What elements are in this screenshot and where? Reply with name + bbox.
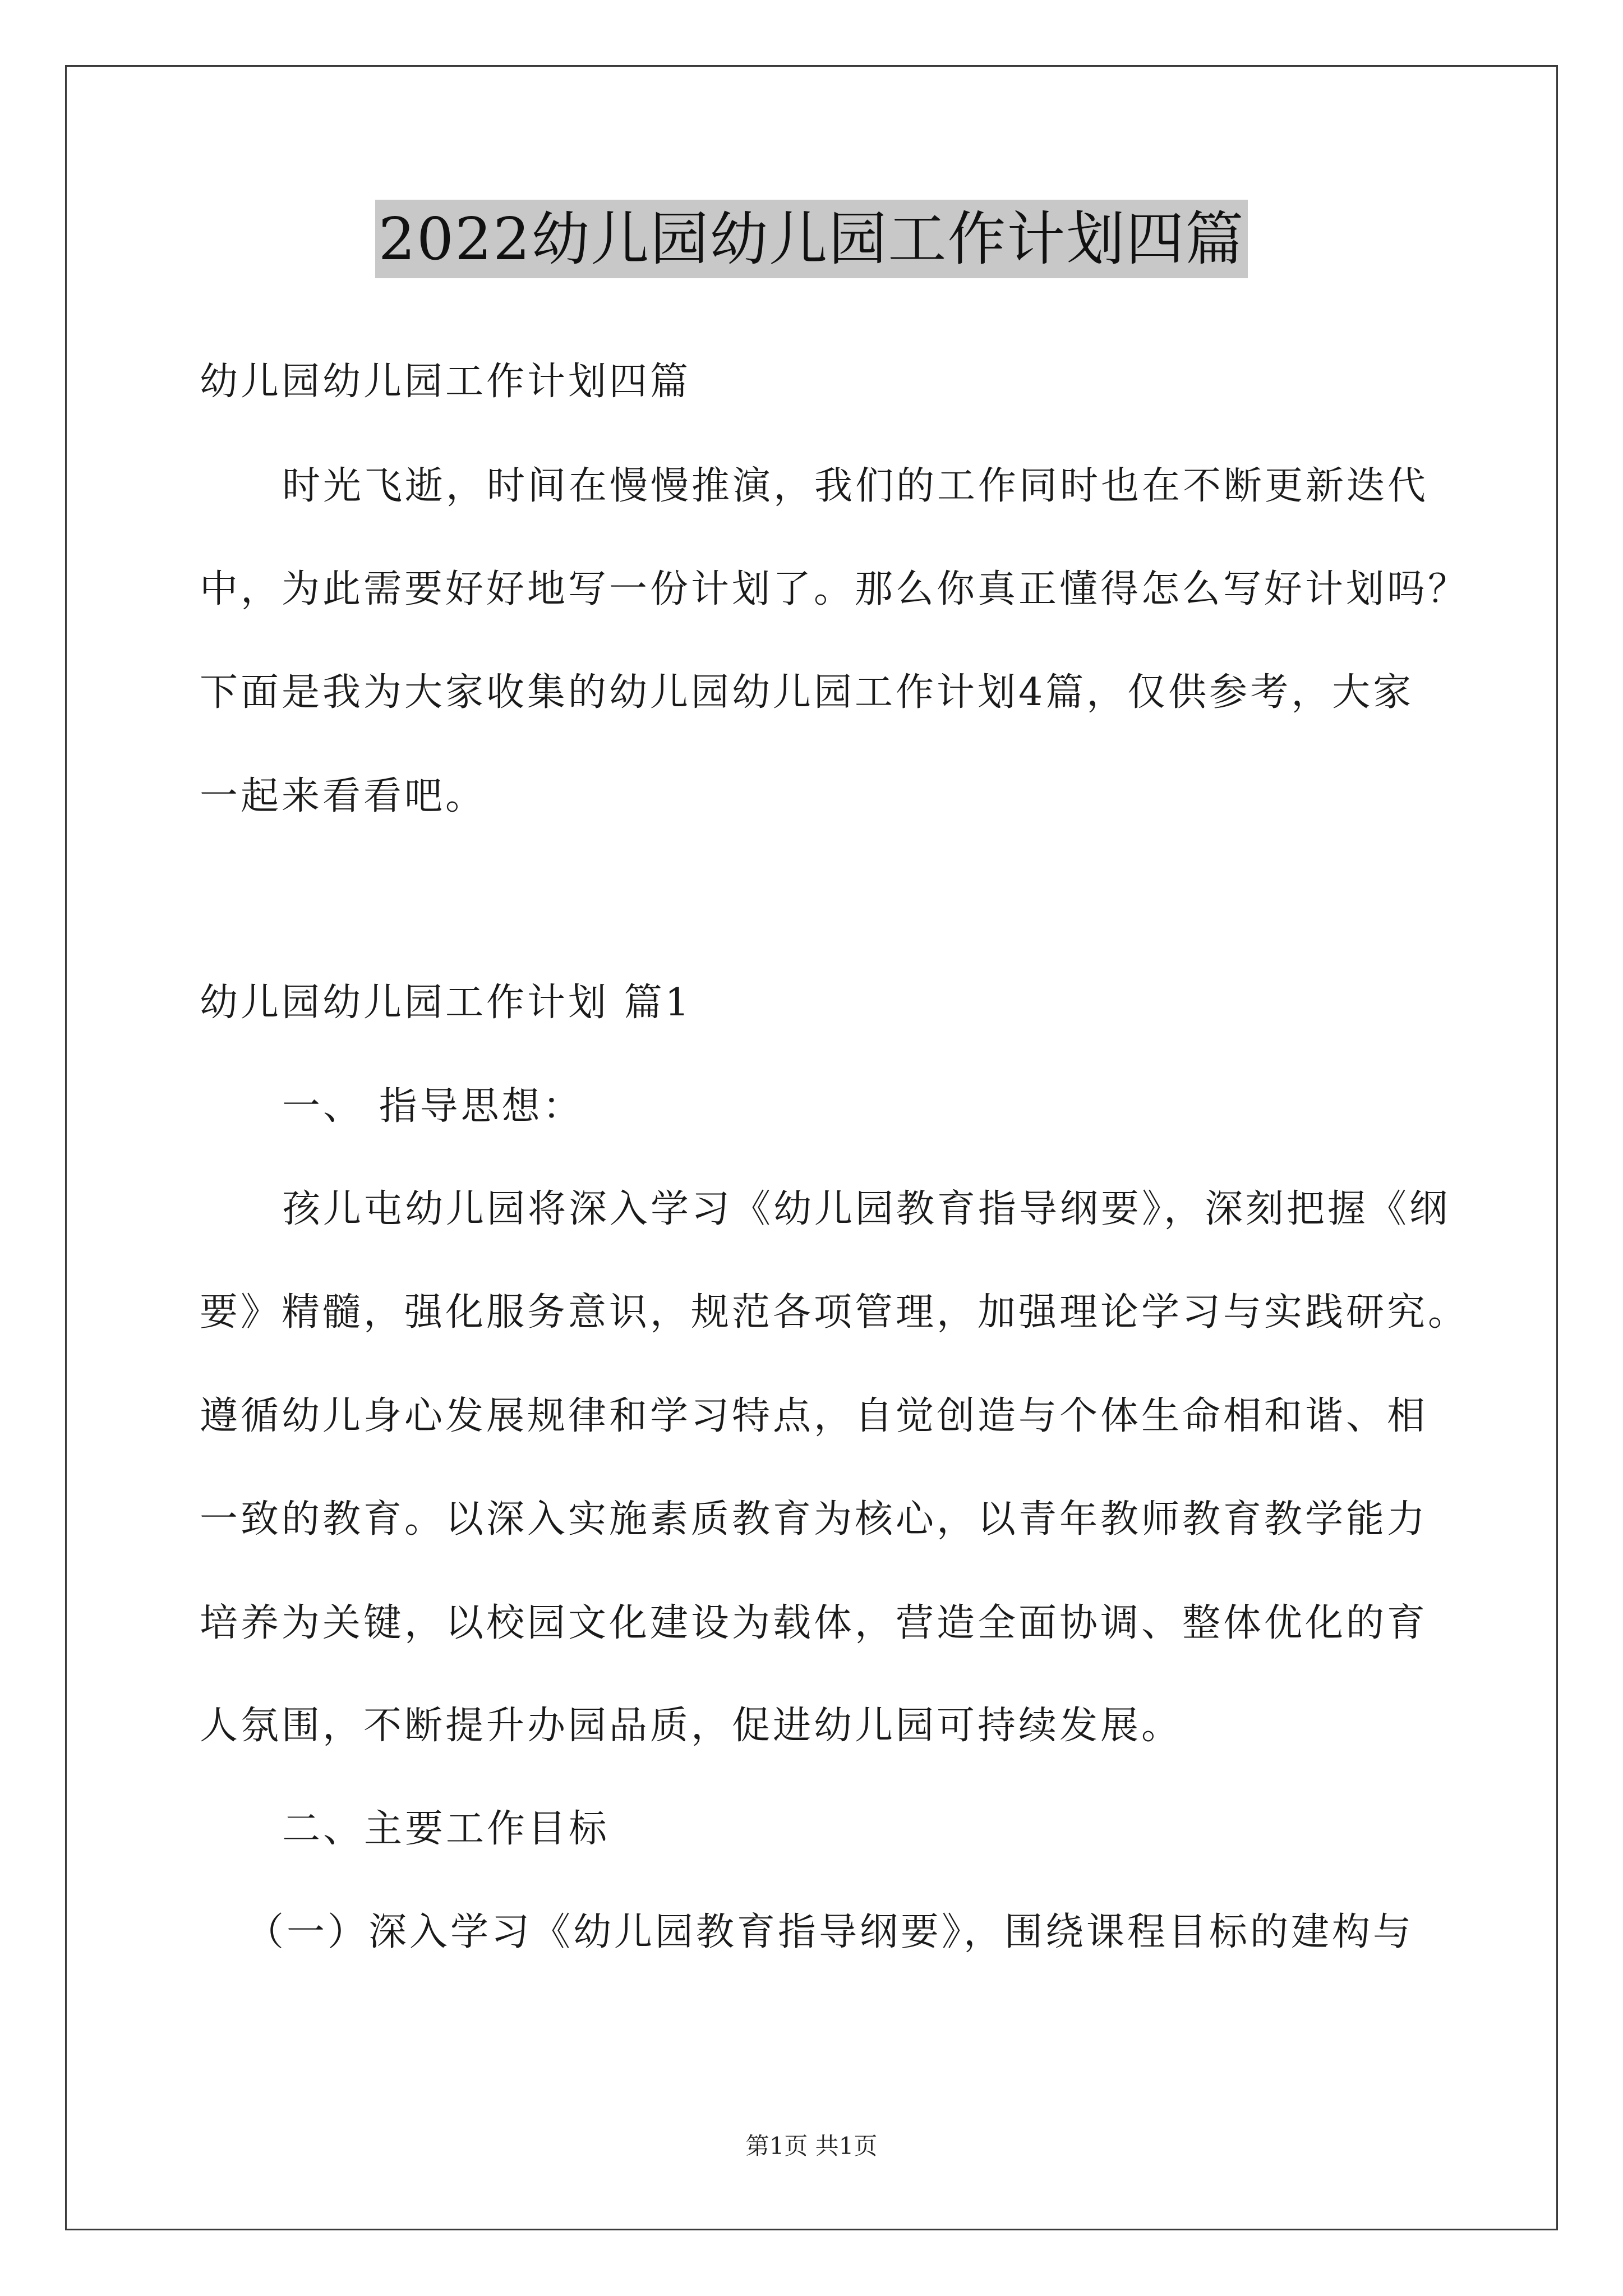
document-title: 2022幼儿园幼儿园工作计划四篇 [375, 200, 1248, 278]
document-subtitle: 幼儿园幼儿园工作计划四篇 [200, 360, 691, 404]
paragraph-1-line-2: 要》精髓，强化服务意识，规范各项管理，加强理论学习与实践研究。 [200, 1290, 1469, 1335]
section-heading: 幼儿园幼儿园工作计划 篇1 [200, 981, 692, 1025]
paragraph-1-line-3: 遵循幼儿身心发展规律和学习特点，自觉创造与个体生命相和谐、相 [200, 1394, 1428, 1438]
intro-line-3: 下面是我为大家收集的幼儿园幼儿园工作计划4篇，仅供参考，大家 [200, 670, 1414, 715]
item-1-line: （一）深入学习《幼儿园教育指导纲要》，围绕课程目标的建构与 [246, 1910, 1414, 1954]
heading-main-goals: 二、主要工作目标 [282, 1807, 610, 1851]
heading-guiding-ideology: 一、 指导思想： [282, 1084, 584, 1129]
paragraph-1-line-5: 培养为关键，以校园文化建设为载体，营造全面协调、整体优化的育 [200, 1601, 1428, 1645]
title-container [0, 200, 1623, 278]
intro-line-2: 中，为此需要好好地写一份计划了。那么你真正懂得怎么写好计划吗？ [200, 567, 1469, 611]
paragraph-1-line-4: 一致的教育。以深入实施素质教育为核心，以青年教师教育教学能力 [200, 1497, 1428, 1542]
paragraph-1-line-1: 孩儿屯幼儿园将深入学习《幼儿园教育指导纲要》，深刻把握《纲 [282, 1187, 1451, 1231]
page-footer: 第1页 共1页 [745, 2132, 878, 2160]
intro-line-1: 时光飞逝，时间在慢慢推演，我们的工作同时也在不断更新迭代 [282, 464, 1429, 508]
intro-line-4: 一起来看看吧。 [200, 774, 487, 818]
paragraph-1-line-6: 人氛围，不断提升办园品质，促进幼儿园可持续发展。 [200, 1704, 1183, 1748]
